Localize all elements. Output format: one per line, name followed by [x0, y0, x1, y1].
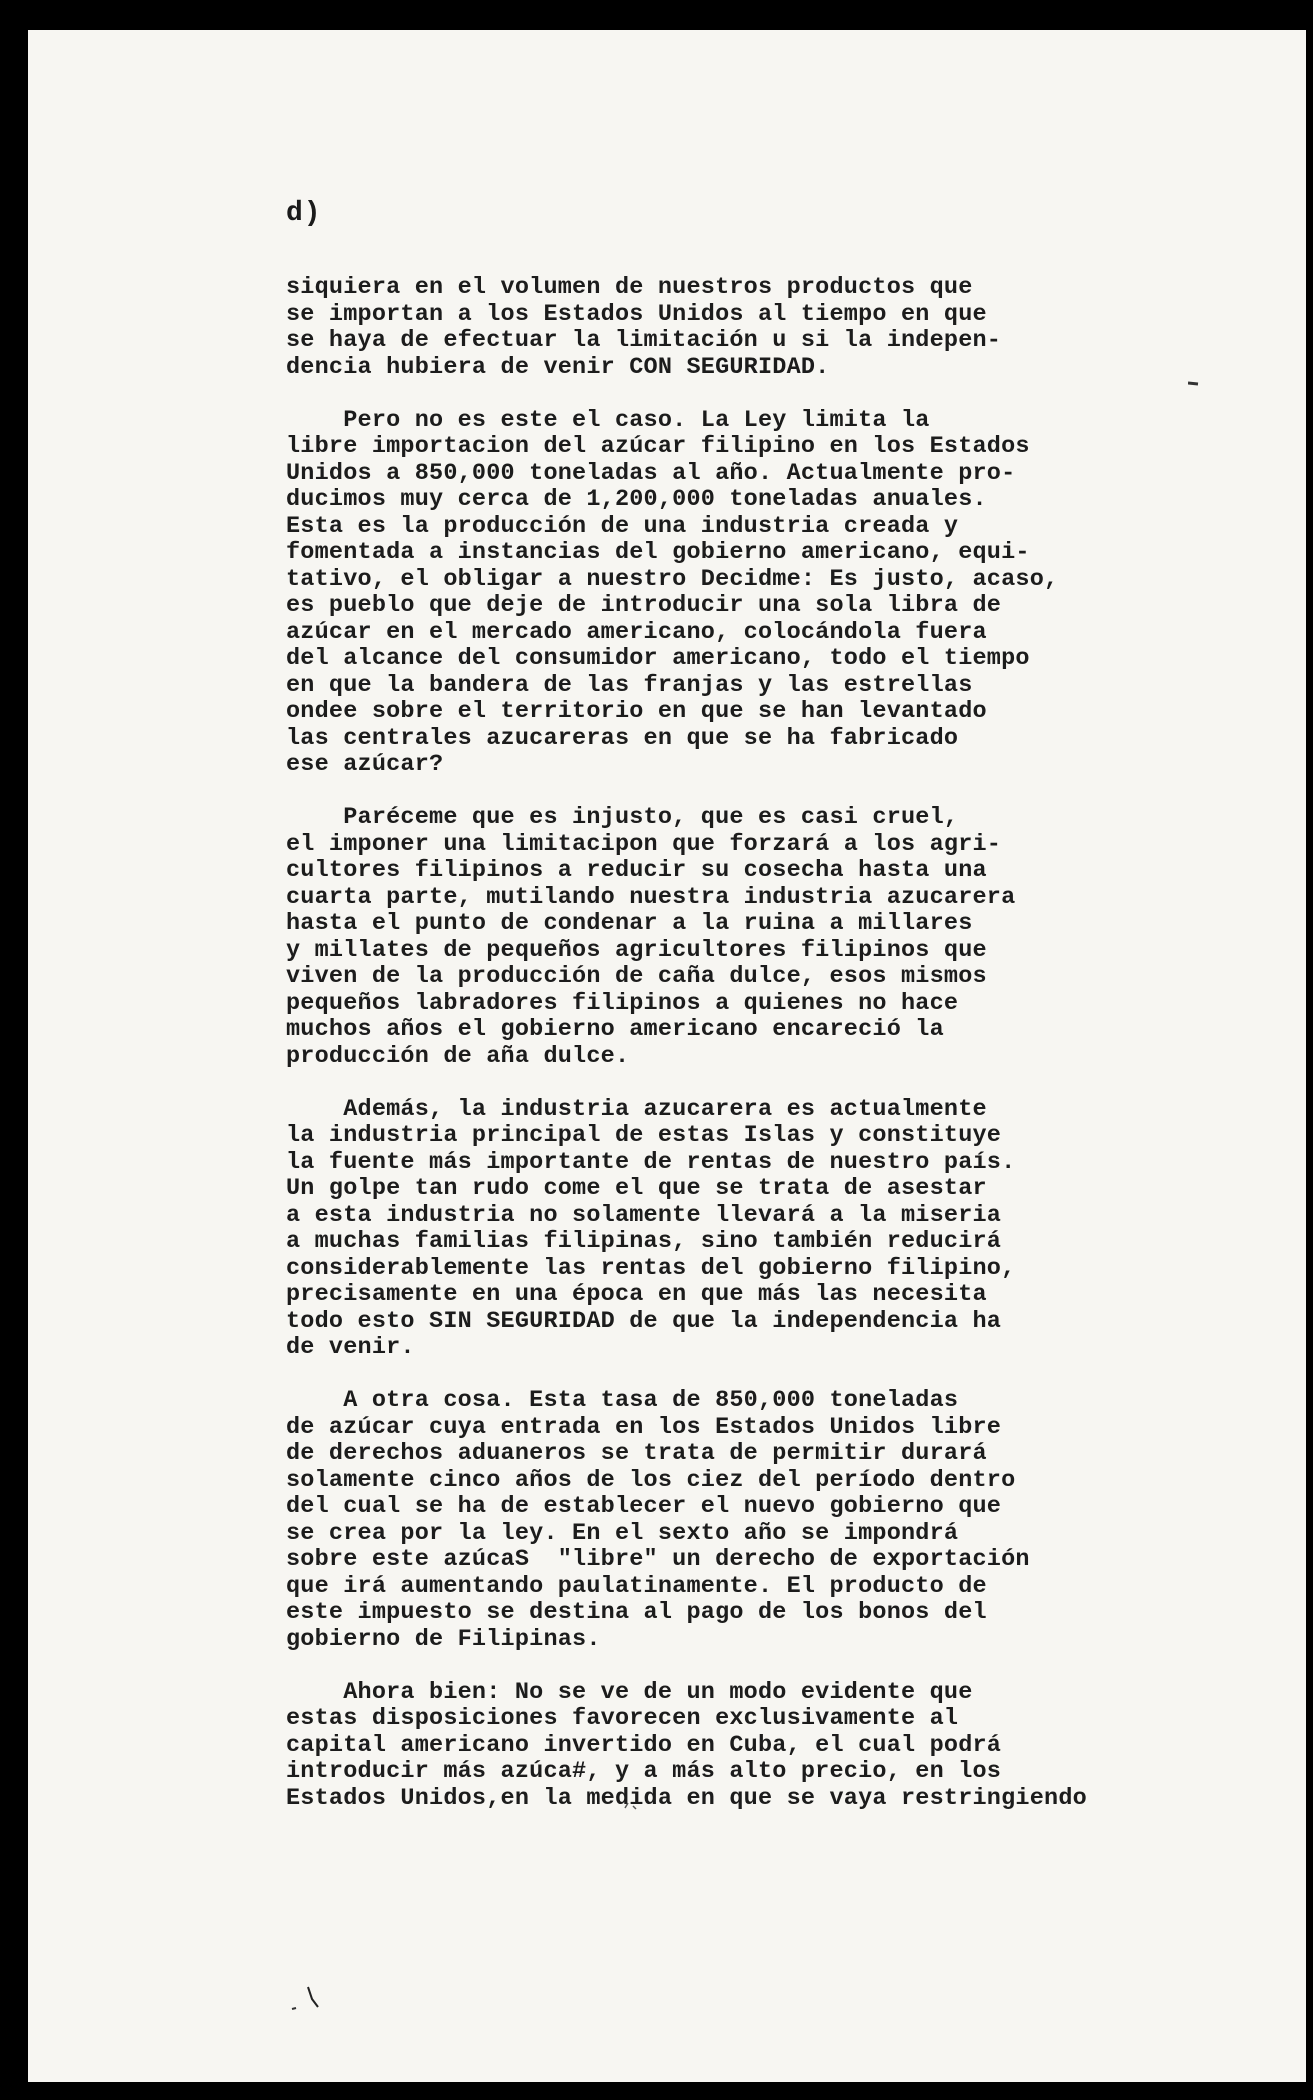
- paragraph-4: [286, 1097, 1146, 1362]
- paragraph-1: [286, 275, 1146, 381]
- text-line: las centrales azucareras en que se ha fabricado: [286, 724, 959, 752]
- text-line: Un golpe tan rudo come el que se trata de asestar: [286, 1175, 987, 1202]
- text-line: considerablemente las rentas del gobierno filipino,: [286, 1254, 1016, 1282]
- text-line: azúcar en el mercado americano, colocándola fuera: [286, 618, 987, 646]
- text-line: fomentada a instancias del gobierno americano, equi-: [286, 539, 1030, 566]
- text-line: muchos años el gobierno americano encareció la: [286, 1016, 944, 1043]
- text-line: de venir.: [286, 1334, 415, 1361]
- text-line: es pueblo que deje de introducir una sola libra de: [286, 592, 1002, 619]
- text-line: producción de aña dulce.: [286, 1042, 630, 1070]
- text-line: introducir más azúca#, y a más alto precio, en los: [286, 1758, 1002, 1785]
- text-line: ondee sobre el territorio en que se han levantado: [286, 698, 987, 725]
- text-line: Unidos a 850,000 toneladas al año. Actualmente pro-: [286, 459, 1016, 487]
- text-line: libre importacion del azúcar filipino en los Estados: [286, 433, 1030, 460]
- text-line: dencia hubiera de venir CON SEGURIDAD.: [286, 353, 830, 381]
- text-line: este impuesto se destina al pago de los bonos del: [286, 1599, 987, 1626]
- page-label: d): [286, 198, 322, 229]
- text-line: Esta es la producción de una industria creada y: [286, 512, 959, 540]
- text-line: Además, la industria azucarera es actualmente: [286, 1095, 987, 1123]
- text-line: ese azúcar?: [286, 751, 444, 778]
- document-body: [286, 275, 1146, 1839]
- text-line: precisamente en una época en que más las necesita: [286, 1281, 987, 1308]
- paragraph-2: [286, 408, 1146, 779]
- text-line: cultores filipinos a reducir su cosecha hasta una: [286, 857, 987, 884]
- document-page: [28, 30, 1306, 2082]
- paragraph-5: [286, 1388, 1146, 1653]
- text-line: capital americano invertido en Cuba, el cual podrá: [286, 1731, 1002, 1759]
- text-line: del cual se ha de establecer el nuevo gobierno que: [286, 1493, 1002, 1520]
- text-line: en que la bandera de las franjas y las estrellas: [286, 671, 973, 699]
- text-line: todo esto SIN SEGURIDAD de que la independencia ha: [286, 1307, 1002, 1335]
- text-line: sobre este azúcaS "libre" un derecho de exportación: [286, 1546, 1030, 1573]
- stray-ink-mark: [623, 1800, 643, 1812]
- text-line: gobierno de Filipinas.: [286, 1625, 601, 1653]
- text-line: Paréceme que es injusto, que es casi cruel,: [286, 804, 959, 831]
- text-line: del alcance del consumidor americano, todo el tiempo: [286, 645, 1030, 672]
- text-line: ducimos muy cerca de 1,200,000 toneladas anuales.: [286, 486, 987, 513]
- text-line: pequeños labradores filipinos a quienes no hace: [286, 989, 959, 1017]
- text-line: viven de la producción de caña dulce, esos mismos: [286, 963, 987, 990]
- stray-ink-mark: [290, 1985, 320, 2015]
- text-line: a esta industria no solamente llevará a la miseria: [286, 1201, 1002, 1229]
- text-line: que irá aumentando paulatinamente. El producto de: [286, 1572, 987, 1600]
- paragraph-6: [286, 1680, 1146, 1813]
- text-line: la industria principal de estas Islas y constituye: [286, 1122, 1002, 1149]
- text-line: la fuente más importante de rentas de nuestro país.: [286, 1148, 1016, 1176]
- margin-dash-mark: [1188, 380, 1200, 386]
- text-line: se crea por la ley. En el sexto año se impondrá: [286, 1519, 959, 1547]
- text-line: solamente cinco años de los ciez del período dentro: [286, 1466, 1016, 1494]
- text-line: cuarta parte, mutilando nuestra industria azucarera: [286, 883, 1016, 911]
- text-line: se haya de efectuar la limitación u si la indepen-: [286, 327, 1002, 354]
- text-line: hasta el punto de condenar a la ruina a millares: [286, 910, 973, 937]
- text-line: de azúcar cuya entrada en los Estados Unidos libre: [286, 1413, 1002, 1441]
- text-line: Ahora bien: No se ve de un modo evidente que: [286, 1678, 973, 1706]
- paragraph-3: [286, 805, 1146, 1070]
- text-line: a muchas familias filipinas, sino también reducirá: [286, 1228, 1002, 1255]
- text-line: Pero no es este el caso. La Ley limita la: [286, 406, 930, 434]
- text-line: estas disposiciones favorecen exclusivamente al: [286, 1705, 959, 1732]
- text-line: tativo, el obligar a nuestro Decidme: Es justo, acaso,: [286, 565, 1059, 593]
- text-line: siquiera en el volumen de nuestros productos que: [286, 274, 973, 301]
- text-line: Estados Unidos,en la medida en que se vaya restringiendo: [286, 1784, 1087, 1812]
- text-line: y millates de pequeños agricultores filipinos que: [286, 936, 987, 964]
- text-line: el imponer una limitacipon que forzará a los agri-: [286, 830, 1002, 858]
- text-line: se importan a los Estados Unidos al tiempo en que: [286, 300, 987, 328]
- text-line: de derechos aduaneros se trata de permitir durará: [286, 1440, 987, 1467]
- text-line: A otra cosa. Esta tasa de 850,000 toneladas: [286, 1387, 959, 1414]
